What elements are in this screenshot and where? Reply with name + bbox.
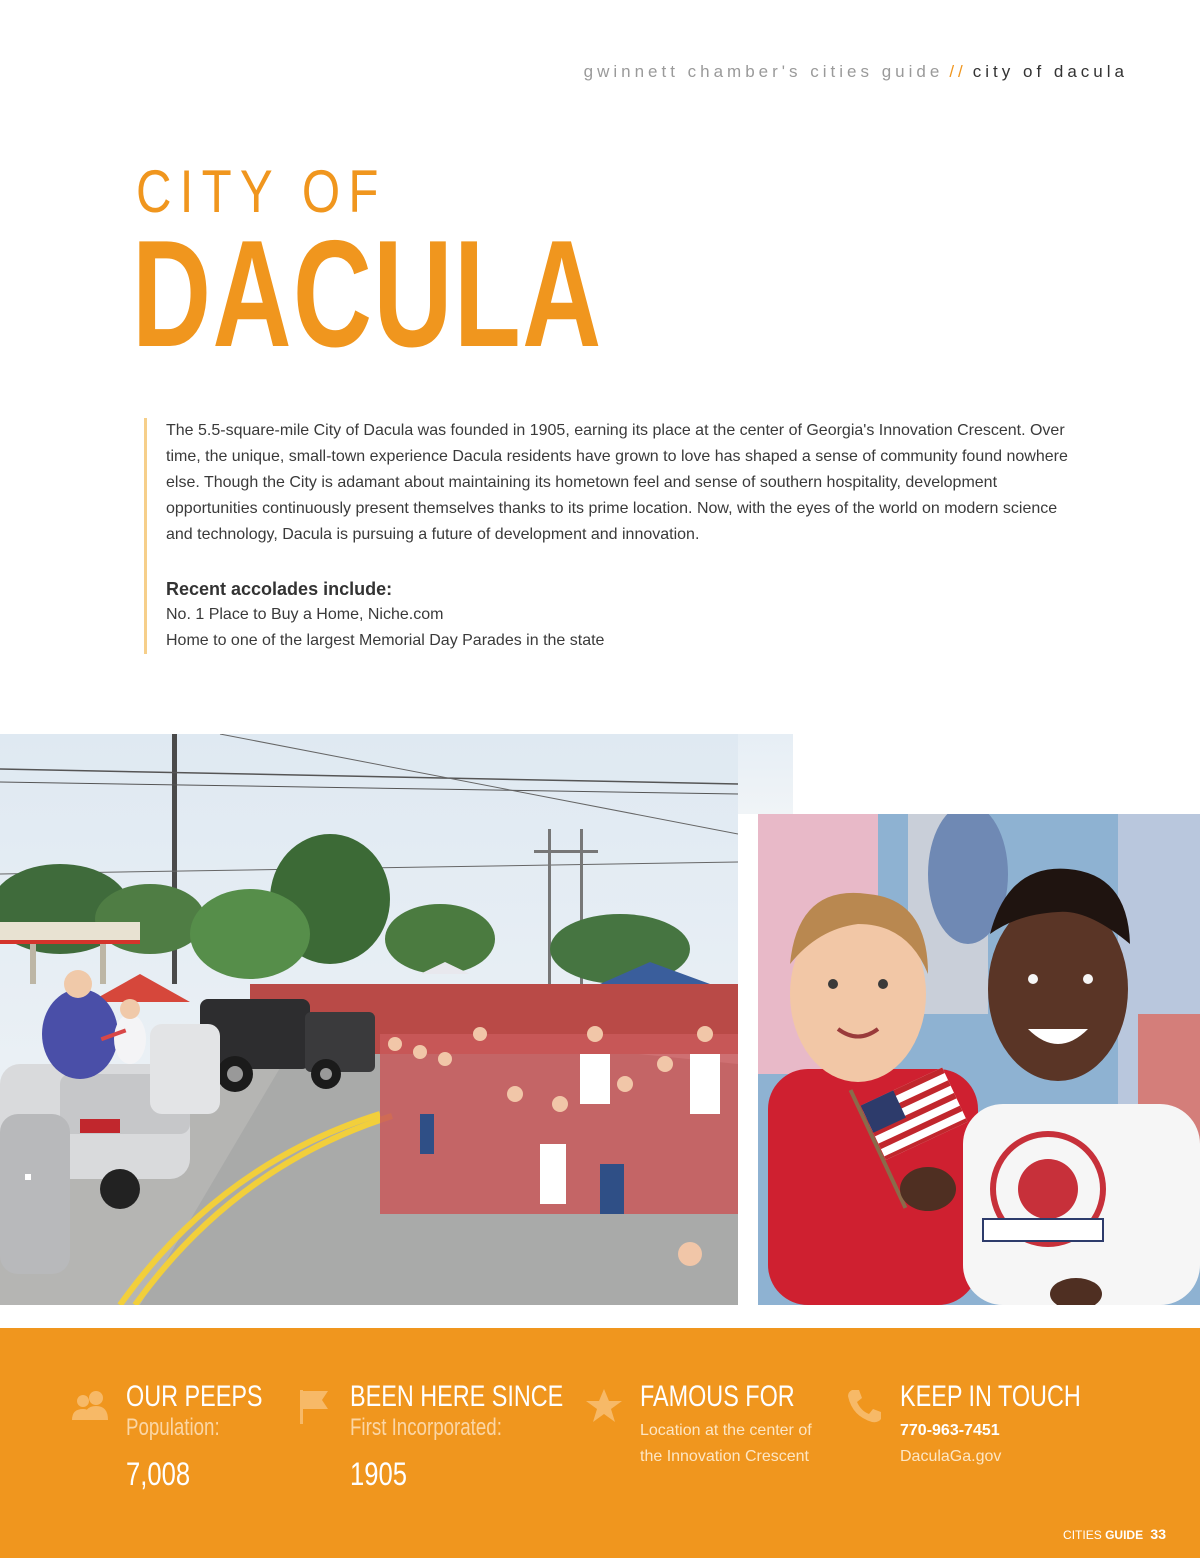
phone-icon: [844, 1386, 884, 1426]
parade-photo: [0, 734, 738, 1305]
stat-contact: [900, 1380, 1132, 1470]
star-icon: [584, 1386, 624, 1426]
page-number: 33: [1150, 1526, 1166, 1542]
people-icon: [70, 1386, 110, 1426]
stat-heading: OUR PEEPS: [126, 1380, 263, 1413]
page-folio: [1063, 1526, 1166, 1542]
section-name: city of dacula: [972, 62, 1128, 81]
flag-icon: [294, 1386, 334, 1426]
stat-detail: Location at the center of: [640, 1422, 812, 1439]
running-head: [584, 62, 1128, 82]
page-title-line1: CITY OF: [136, 158, 387, 225]
stat-heading: BEEN HERE SINCE: [350, 1380, 564, 1413]
page-title-line2: DACULA: [132, 209, 603, 379]
phone-number[interactable]: 770-963-7451: [900, 1422, 1000, 1439]
header-separator: //: [949, 62, 967, 81]
stat-population: [126, 1380, 301, 1492]
stat-detail: the Innovation Crescent: [640, 1448, 809, 1465]
publication-name: gwinnett chamber's cities guide: [583, 62, 944, 81]
accolades-heading: Recent accolades include:: [166, 579, 393, 599]
stat-incorporated: [350, 1380, 623, 1492]
stats-band: [0, 1328, 1200, 1558]
stat-value: 7,008: [126, 1456, 191, 1492]
intro-paragraph: The 5.5-square-mile City of Dacula was founded in 1905, earning its place at the center of Georgia's Innovation Crescent. Over time, the unique, small-town experience Dacula residents have grown to love has shaped a sense of community found nowhere else. Though the City is adamant about maintaining its hometown feel and sense of southern hospitality, development opportunities continuously present themselves thanks to its prime location. Now, with the eyes of the world on modern science and technology, Dacula is pursuing a future of development and innovation.: [166, 422, 1068, 543]
stat-famous: [640, 1380, 838, 1470]
parade-photo-sky: [738, 734, 793, 814]
accolade-item: Home to one of the largest Memorial Day Parades in the state: [166, 632, 605, 649]
stat-value: 1905: [350, 1456, 407, 1492]
stat-heading: KEEP IN TOUCH: [900, 1380, 1081, 1413]
stat-label: First Incorporated:: [350, 1414, 502, 1441]
intro-block: [144, 418, 1076, 654]
website-link[interactable]: DaculaGa.gov: [900, 1448, 1002, 1465]
stat-heading: FAMOUS FOR: [640, 1380, 795, 1413]
folio-cities: CITIES: [1063, 1528, 1102, 1542]
stat-label: Population:: [126, 1414, 220, 1441]
folio-guide: GUIDE: [1105, 1528, 1144, 1542]
accolade-item: No. 1 Place to Buy a Home, Niche.com: [166, 606, 444, 623]
kids-photo: [758, 814, 1200, 1305]
